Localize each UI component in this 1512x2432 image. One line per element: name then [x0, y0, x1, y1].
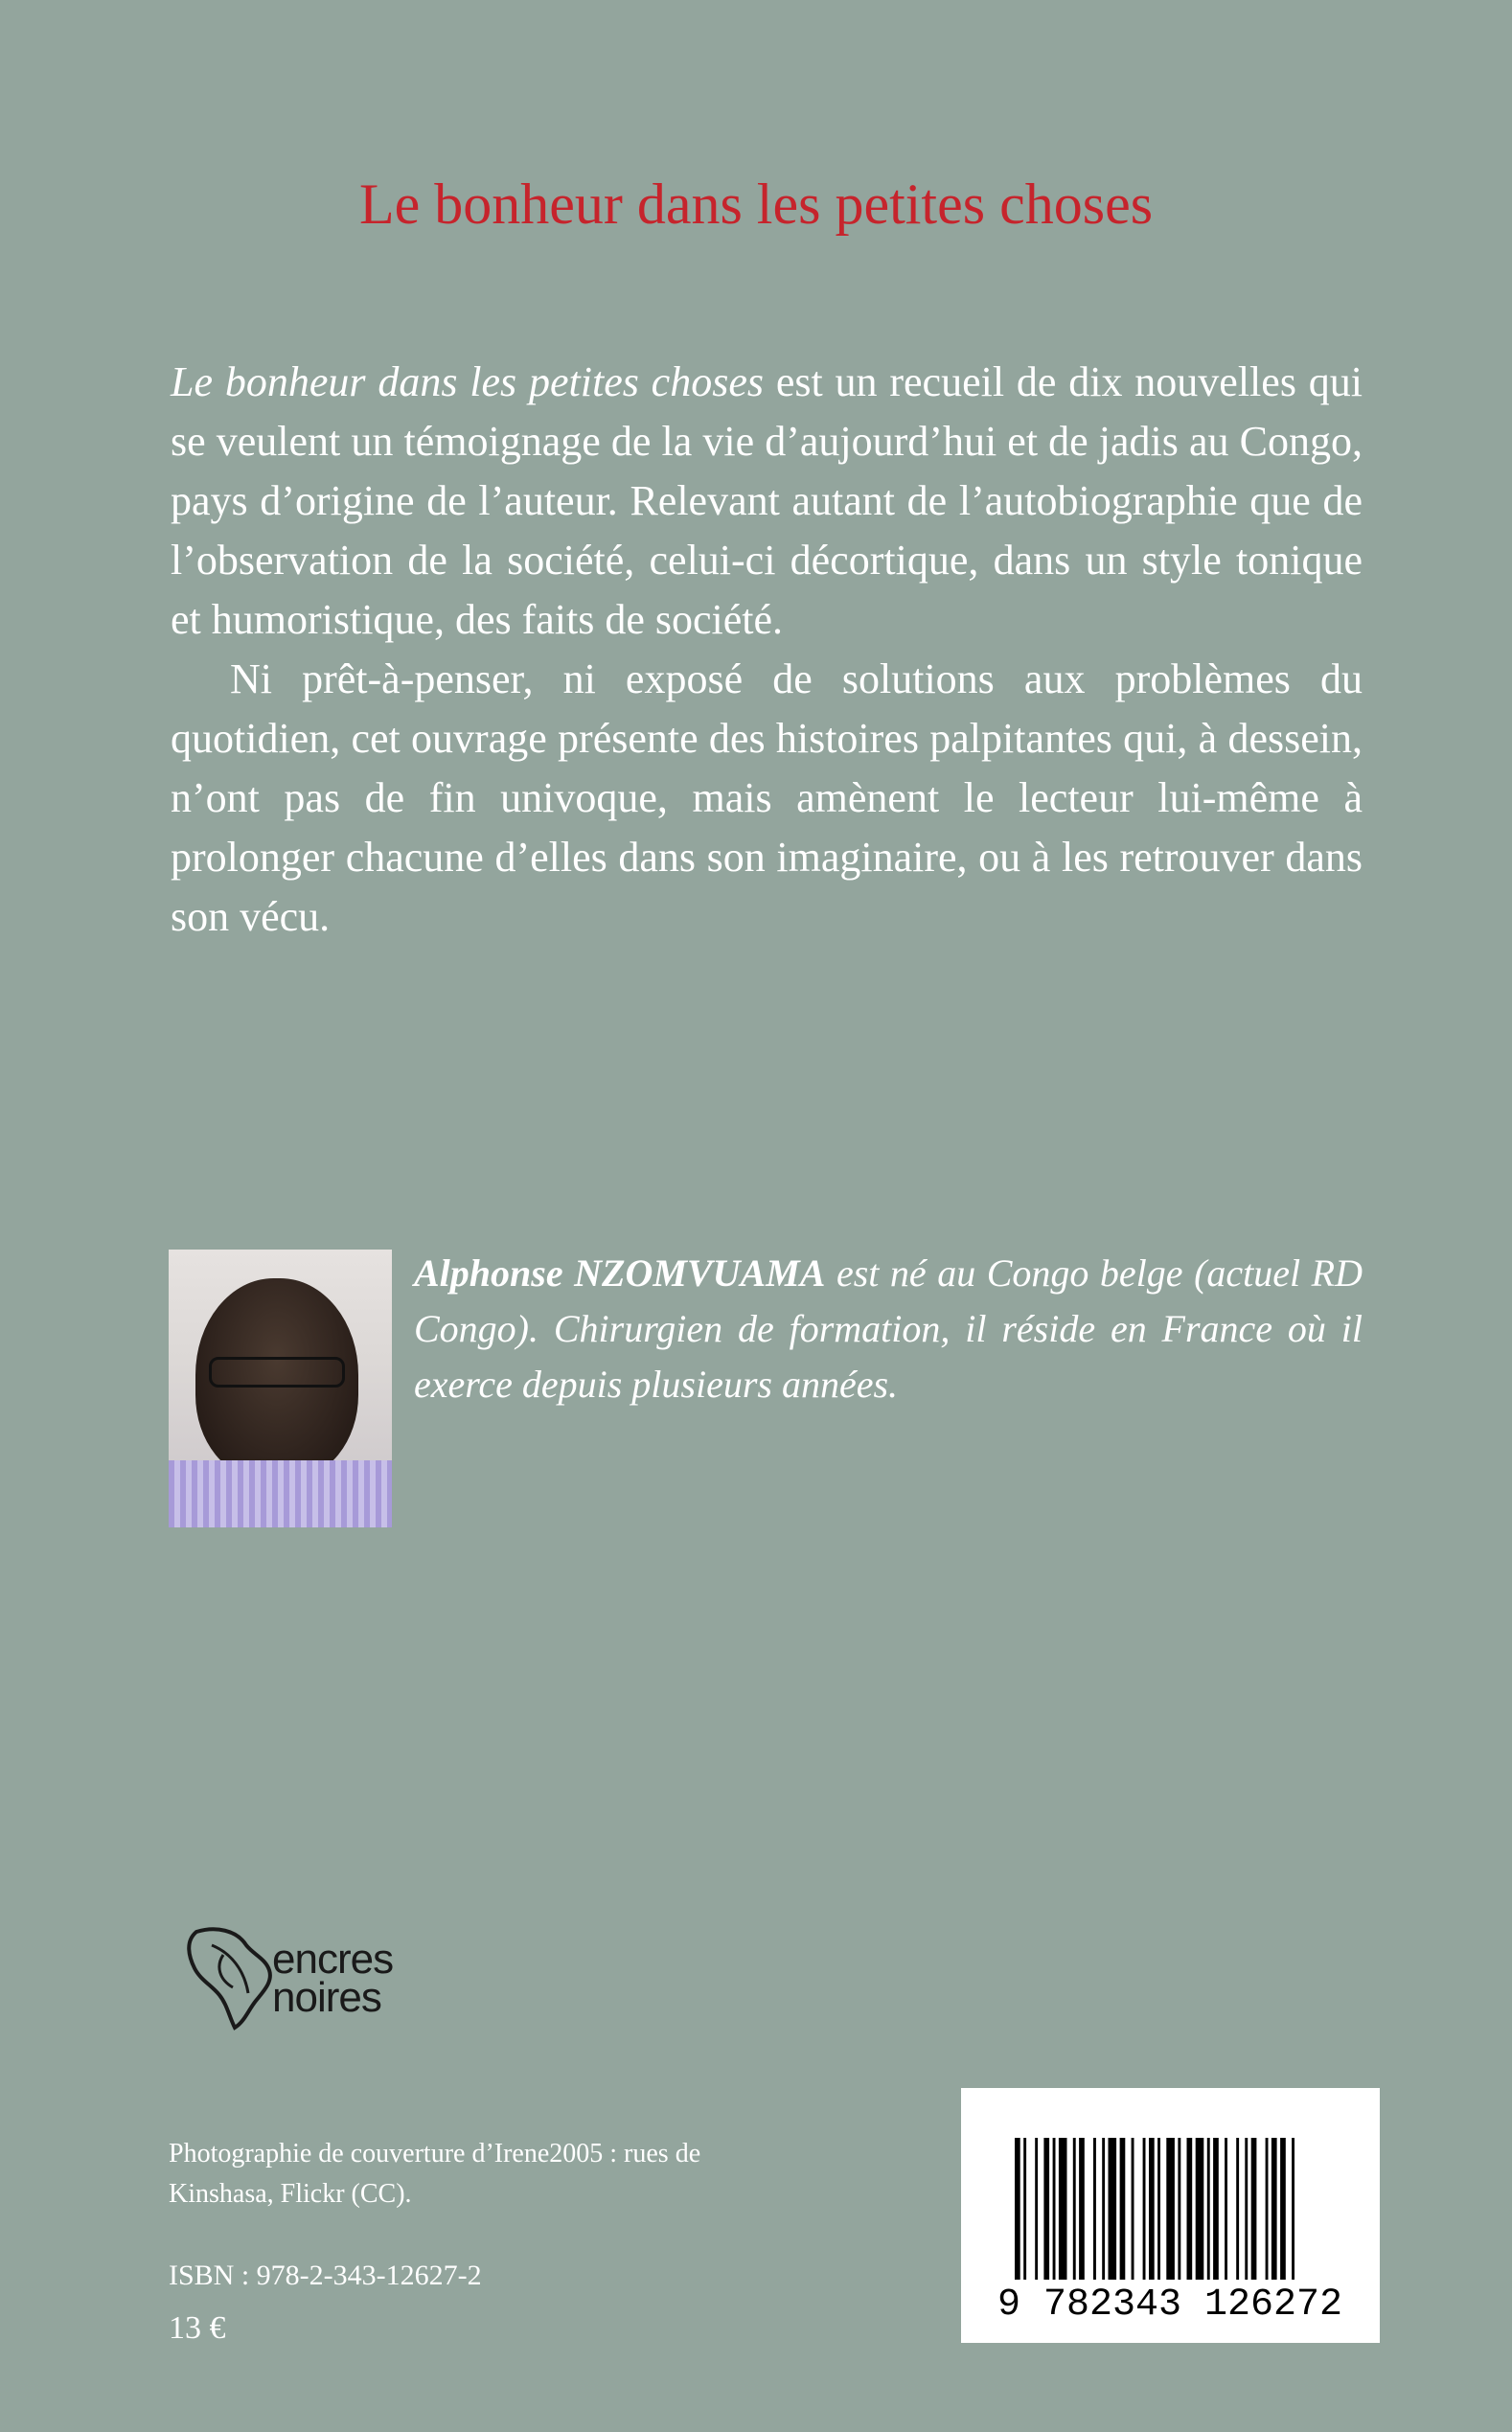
- barcode-bar: [1292, 2138, 1294, 2280]
- barcode-bar: [1213, 2138, 1219, 2280]
- barcode-bar: [1023, 2138, 1026, 2280]
- publisher-line-2: noires: [272, 1974, 381, 2021]
- author-glasses: [209, 1357, 345, 1388]
- author-shirt: [169, 1460, 392, 1527]
- barcode-bar: [1132, 2138, 1134, 2280]
- barcode-bar: [1245, 2138, 1248, 2280]
- barcode-bar: [1251, 2138, 1257, 2280]
- barcode-bar: [1280, 2138, 1286, 2280]
- barcode-bar: [1196, 2138, 1204, 2280]
- barcode-bar: [1015, 2138, 1020, 2280]
- barcode-bar: [1187, 2138, 1193, 2280]
- price: 13 €: [169, 2310, 226, 2346]
- author-name: Alphonse NZOMVUAMA: [414, 1251, 826, 1295]
- barcode-bar: [1043, 2138, 1049, 2280]
- author-bio: [414, 1246, 1363, 1412]
- summary-paragraph-2: Ni prêt-à-penser, ni exposé de solutions aux problèmes du quotidien, cet ouvrage présente des histoires palpitantes qui, à dessein, n’ont pas de fin univoque, mais amènent le lecteur lui-même à prolonger chacune d’elles dans son imaginaire, ou à les retrouver dans son vécu.: [171, 655, 1363, 940]
- summary-title-italic: Le bonheur dans les petites choses: [171, 358, 764, 405]
- barcode-bar: [1207, 2138, 1210, 2280]
- barcode-digits: 9 782343 126272: [997, 2283, 1343, 2327]
- barcode-bar: [1178, 2138, 1180, 2280]
- summary-text-1: est un recueil de dix nouvelles qui se veulent un témoignage de la vie d’aujourd’hui et de jadis au Congo, pays d’origine de l’auteur. Relevant autant de l’autobiographie que de l’observation de la société, celui-ci décortique, dans un style tonique et humoristique, des faits de société.: [171, 358, 1363, 643]
- barcode: [961, 2088, 1380, 2343]
- barcode-bar: [1236, 2138, 1239, 2280]
- barcode-bar: [1053, 2138, 1056, 2280]
- summary: [171, 353, 1363, 947]
- publisher-line-1: encres: [272, 1936, 394, 1983]
- barcode-bar: [1102, 2138, 1105, 2280]
- barcode-bar: [1225, 2138, 1227, 2280]
- barcode-bar: [1149, 2138, 1155, 2280]
- barcode-bar: [1109, 2138, 1117, 2280]
- barcode-bar: [1079, 2138, 1085, 2280]
- author-bio-text: est né au Congo belge (actuel RD Congo). Chirurgien de formation, il réside en France où il exerce depuis plusieurs années.: [414, 1251, 1363, 1406]
- isbn: ISBN : 978-2-343-12627-2: [169, 2260, 482, 2291]
- barcode-bar: [1271, 2138, 1277, 2280]
- barcode-bar: [1120, 2138, 1126, 2280]
- barcode-bar: [1166, 2138, 1175, 2280]
- photo-credit: Photographie de couverture d’Irene2005 : rues de Kinshasa, Flickr (CC).: [169, 2139, 701, 2209]
- book-title: Le bonheur dans les petites choses: [358, 172, 1154, 236]
- barcode-bar: [1143, 2138, 1146, 2280]
- barcode-bar: [1059, 2138, 1067, 2280]
- barcode-bars: [961, 2088, 1380, 2343]
- summary-paragraph-1: [171, 353, 1363, 650]
- barcode-bar: [1035, 2138, 1038, 2280]
- barcode-bar: [1157, 2138, 1160, 2280]
- barcode-bar: [1073, 2138, 1076, 2280]
- barcode-bar: [1266, 2138, 1269, 2280]
- publisher-logo-text: [272, 1936, 394, 2021]
- barcode-bar: [1093, 2138, 1096, 2280]
- author-photo: [169, 1250, 392, 1527]
